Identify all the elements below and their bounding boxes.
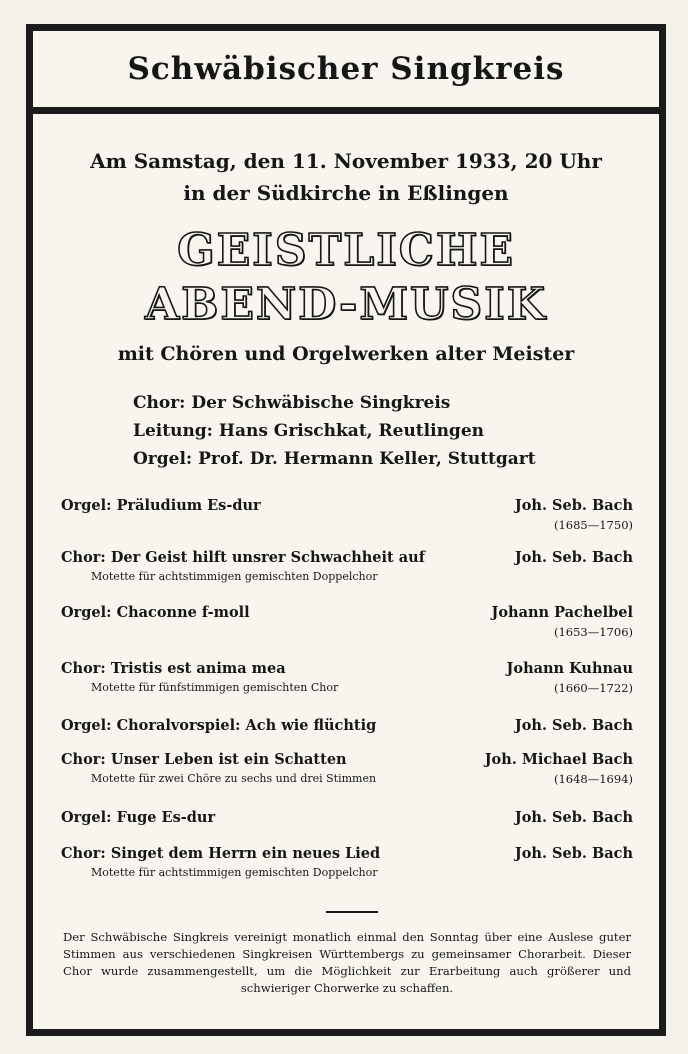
credit-choir: Chor: Der Schwäbische Singkreis — [133, 393, 451, 413]
program-description: Motette für zwei Chöre zu sechs und drei Stimmen — [91, 772, 377, 785]
program-label: Chor: — [61, 660, 106, 677]
program-composer: Joh. Seb. Bach — [514, 549, 633, 566]
program-title: Der Geist hilft unsrer Schwachheit auf — [110, 549, 425, 566]
composer-dates: (1653—1706) — [553, 625, 633, 639]
program-composer: Joh. Seb. Bach — [514, 717, 633, 734]
credit-organ: Orgel: Prof. Dr. Hermann Keller, Stuttgart — [133, 449, 536, 469]
program-title: Singet dem Herrn ein neues Lied — [110, 845, 381, 862]
program-title: Fuge Es-dur — [116, 809, 216, 826]
program-piece — [61, 660, 286, 677]
program-composer: Joh. Seb. Bach — [514, 497, 633, 514]
program-composer: Johann Kuhnau — [506, 660, 633, 677]
program-composer: Joh. Seb. Bach — [514, 809, 633, 826]
event-venue: in der Südkirche in Eßlingen — [183, 181, 509, 205]
program-piece — [61, 717, 376, 734]
program-piece — [61, 809, 215, 826]
program-title: Choralvorspiel: Ach wie flüchtig — [116, 717, 377, 734]
program-label: Orgel: — [61, 809, 112, 826]
program-label: Orgel: — [61, 604, 112, 621]
event-date: Am Samstag, den 11. November 1933, 20 Uhr — [90, 149, 602, 173]
program-composer: Joh. Seb. Bach — [514, 845, 633, 862]
program-title: Tristis est anima mea — [110, 660, 286, 677]
program-piece — [61, 604, 250, 621]
program-label: Chor: — [61, 549, 106, 566]
program-description: Motette für achtstimmigen gemischten Doppelchor — [91, 866, 378, 879]
program-description: Motette für achtstimmigen gemischten Doppelchor — [91, 570, 378, 583]
headline-line-2: ABEND-MUSIK — [145, 279, 547, 330]
program-composer: Johann Pachelbel — [491, 604, 633, 621]
program-piece — [61, 549, 425, 566]
footnote: Der Schwäbische Singkreis vereinigt monatlich einmal den Sonntag über eine Auslese guter Stimmen aus verschiedenen Singkreisen Württembergs zu gemeinsamer Chorarbeit. Dieser Chor wurde zusammengestellt, um die Möglichkeit zur Erarbeitung auch größerer und schwieriger Chorwerke zu schaffen. — [63, 930, 631, 995]
program-label: Chor: — [61, 751, 106, 768]
choir-title: Schwäbischer Singkreis — [127, 51, 565, 87]
credit-direction: Leitung: Hans Grischkat, Reutlingen — [133, 421, 484, 441]
composer-dates: (1660—1722) — [553, 681, 633, 695]
concert-poster — [26, 24, 666, 1036]
program-title: Chaconne f-moll — [116, 604, 250, 621]
composer-dates: (1648—1694) — [553, 772, 633, 786]
program-title: Unser Leben ist ein Schatten — [110, 751, 347, 768]
program-title: Präludium Es-dur — [116, 497, 261, 514]
headline-line-1: GEISTLICHE — [177, 225, 515, 276]
program-piece — [61, 845, 380, 862]
program-label: Orgel: — [61, 717, 112, 734]
composer-dates: (1685—1750) — [553, 518, 633, 532]
program-piece — [61, 497, 261, 514]
header-band — [33, 31, 659, 114]
program-label: Orgel: — [61, 497, 112, 514]
program-description: Motette für fünfstimmigen gemischten Chor — [91, 681, 339, 694]
program-label: Chor: — [61, 845, 106, 862]
program-composer: Joh. Michael Bach — [484, 751, 633, 768]
subtitle: mit Chören und Orgelwerken alter Meister — [117, 343, 575, 365]
divider-rule — [326, 911, 378, 913]
program-piece — [61, 751, 347, 768]
